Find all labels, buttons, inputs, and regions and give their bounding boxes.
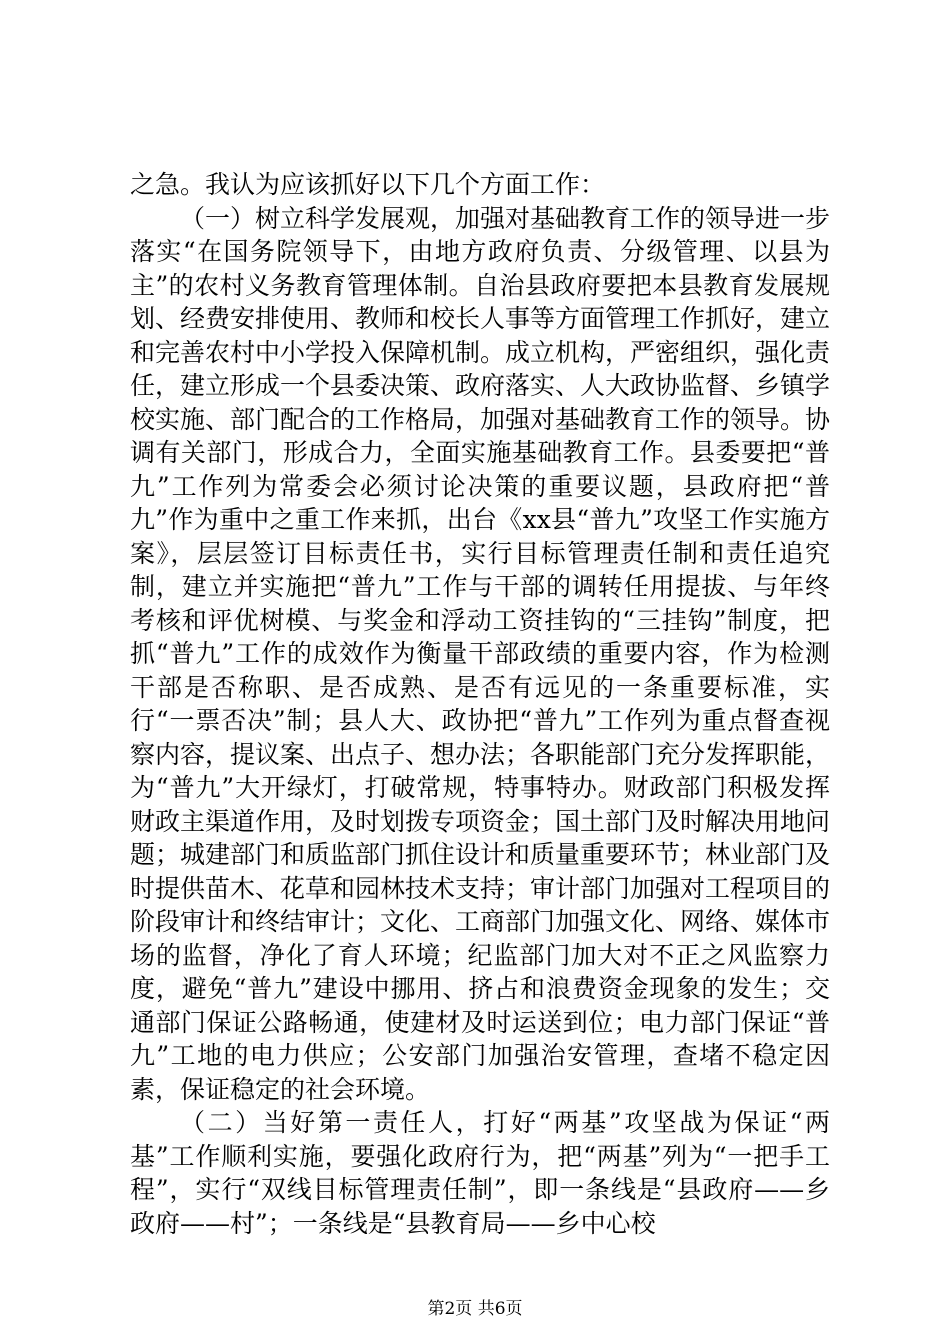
document-body bbox=[130, 168, 830, 1240]
paragraph-continuation: 之急。我认为应该抓好以下几个方面工作： bbox=[130, 170, 606, 199]
paragraph-section-one: （一）树立科学发展观，加强对基础教育工作的领导进一步落实“在国务院领导下，由地方政府负责、分级管理、以县为主”的农村义务教育管理体制。自治县政府要把本县教育发展规划、经费安排使用、教师和校长人事等方面管理工作抓好，建立和完善农村中小学投入保障机制。成立机构，严密组织，强化责任，建立形成一个县委决策、政府落实、人大政协监督、乡镇学校实施、部门配合的工作格局，加强对基础教育工作的领导。协调有关部门，形成合力，全面实施基础教育工作。县委要把“普九”工作列为常委会必须讨论决策的重要议题，县政府把“普九”作为重中之重工作来抓，出台《xx县“普九”攻坚工作实施方案》，层层签订目标责任书，实行目标管理责任制和责任追究制，建立并实施把“普九”工作与干部的调转任用提拔、与年终考核和评优树模、与奖金和浮动工资挂钩的“三挂钩”制度，把抓“普九”工作的成效作为衡量干部政绩的重要内容，作为检测干部是否称职、是否成熟、是否有远见的一条重要标准，实行“一票否决”制；县人大、政协把“普九”工作列为重点督查视察内容，提议案、出点子、想办法；各职能部门充分发挥职能，为“普九”大开绿灯，打破常规，特事特办。财政部门积极发挥财政主渠道作用，及时划拨专项资金；国土部门及时解决用地问题；城建部门和质监部门抓住设计和质量重要环节；林业部门及时提供苗木、花草和园林技术支持；审计部门加强对工程项目的阶段审计和终结审计；文化、工商部门加强文化、网络、媒体市场的监督，净化了育人环境；纪监部门加大对不正之风监察力度，避免“普九”建设中挪用、挤占和浪费资金现象的发生；交通部门保证公路畅通，使建材及时运送到位；电力部门保证“普九”工地的电力供应；公安部门加强治安管理，查堵不稳定因素，保证稳定的社会环境。 bbox=[130, 203, 831, 1104]
page-footer bbox=[0, 1294, 950, 1319]
paragraph-section-two: （二）当好第一责任人，打好“两基”攻坚战为保证“两基”工作顺利实施，要强化政府行为，把“两基”列为“一把手工程”，实行“双线目标管理责任制”，即一条线是“县政府——乡政府——村”；一条线是“县教育局——乡中心校 bbox=[130, 1108, 830, 1238]
page-number-label: 第2页 共6页 bbox=[427, 1299, 523, 1319]
